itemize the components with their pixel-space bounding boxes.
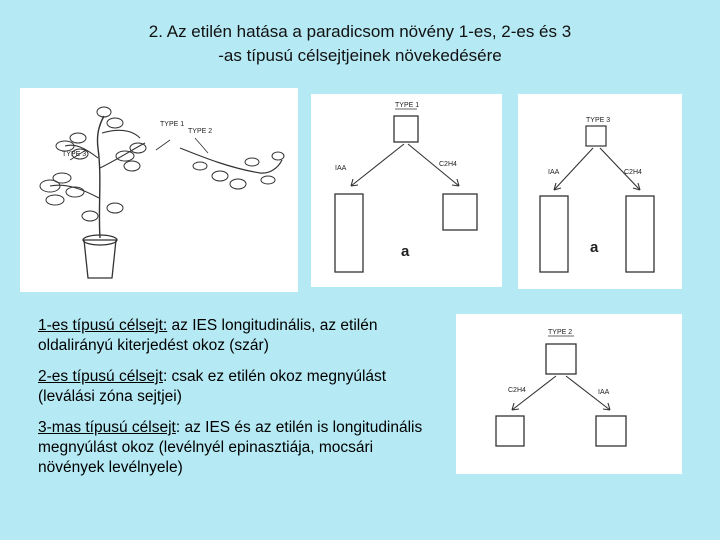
diagram-type2-left-label: C2H4 (508, 387, 526, 394)
plant-branch-right (100, 143, 145, 168)
diagram-type1-left-label: IAA (335, 165, 347, 172)
title-line-2: -as típusú célsejtjeinek növekedésére (218, 46, 502, 65)
title-line-1: 2. Az etilén hatása a paradicsom növény 1-es, 2-es és 3 (148, 22, 572, 41)
label-type2: TYPE 2 (188, 128, 213, 135)
plant-stem (97, 116, 104, 238)
plant-illustration-panel (20, 88, 298, 292)
diagram-type3-left-label: IAA (548, 169, 560, 176)
abscission-leaves (193, 152, 284, 189)
pointer-type1 (156, 140, 170, 150)
diagram-type3 (518, 94, 682, 289)
diagram-type1-source-cell (394, 116, 418, 142)
diagram-type2-title: TYPE 2 (548, 329, 573, 336)
diagram-type2-right-label: IAA (598, 389, 610, 396)
diagram-type1-title: TYPE 1 (395, 102, 420, 109)
diagram-type1-expanded-cell (443, 194, 477, 230)
diagram-type1 (311, 94, 502, 287)
plant-branch-petiole (102, 130, 140, 138)
description-type2-heading: 2-es típusú célsejt (38, 368, 163, 385)
plant-leaves (40, 107, 146, 221)
diagram-type1-right-label: C2H4 (439, 161, 457, 168)
diagram-type1-panel (311, 94, 502, 287)
description-type2-body: : csak ez etilén okoz megnyúlást (leválási zóna sejtjei) (38, 368, 387, 405)
diagram-type1-tag: a (401, 243, 410, 260)
pointer-type2 (195, 138, 208, 153)
plant-pot (84, 240, 116, 278)
description-type1 (38, 316, 423, 356)
diagram-type3-left-cell (540, 196, 568, 272)
description-type1-heading: 1-es típusú célsejt: (38, 317, 168, 334)
label-type1: TYPE 1 (160, 121, 185, 128)
diagram-type2-panel (456, 314, 682, 474)
description-type3-body: : az IES és az etilén is longitudinális megnyúlást okoz (levélnyél epinasztiája, mocsári növények levélnyele) (38, 419, 423, 476)
diagram-type3-right-label: C2H4 (624, 169, 642, 176)
description-type3-heading: 3-mas típusú célsejt (38, 419, 176, 436)
diagram-type2-right-cell (596, 416, 626, 446)
diagram-type3-panel (518, 94, 682, 289)
diagram-type1-elongated-cell (335, 194, 363, 272)
descriptions (38, 316, 423, 489)
slide-title (60, 20, 660, 68)
diagram-type3-right-cell (626, 196, 654, 272)
diagram-type2 (456, 314, 682, 474)
diagram-type3-source-cell (586, 126, 606, 146)
label-type3: TYPE 3 (62, 151, 87, 158)
diagram-type1-left-arrow (351, 144, 404, 186)
description-type1-body: az IES longitudinális, az etilén oldalirányú kiterjedést okoz (szár) (38, 317, 378, 354)
diagram-type3-tag: a (590, 239, 599, 256)
description-type2 (38, 367, 423, 407)
diagram-type3-title: TYPE 3 (586, 117, 611, 124)
diagram-type2-source-cell (546, 344, 576, 374)
description-type3 (38, 418, 423, 478)
tomato-plant-illustration (20, 88, 298, 292)
diagram-type3-left-arrow (554, 148, 593, 190)
diagram-type2-left-cell (496, 416, 524, 446)
